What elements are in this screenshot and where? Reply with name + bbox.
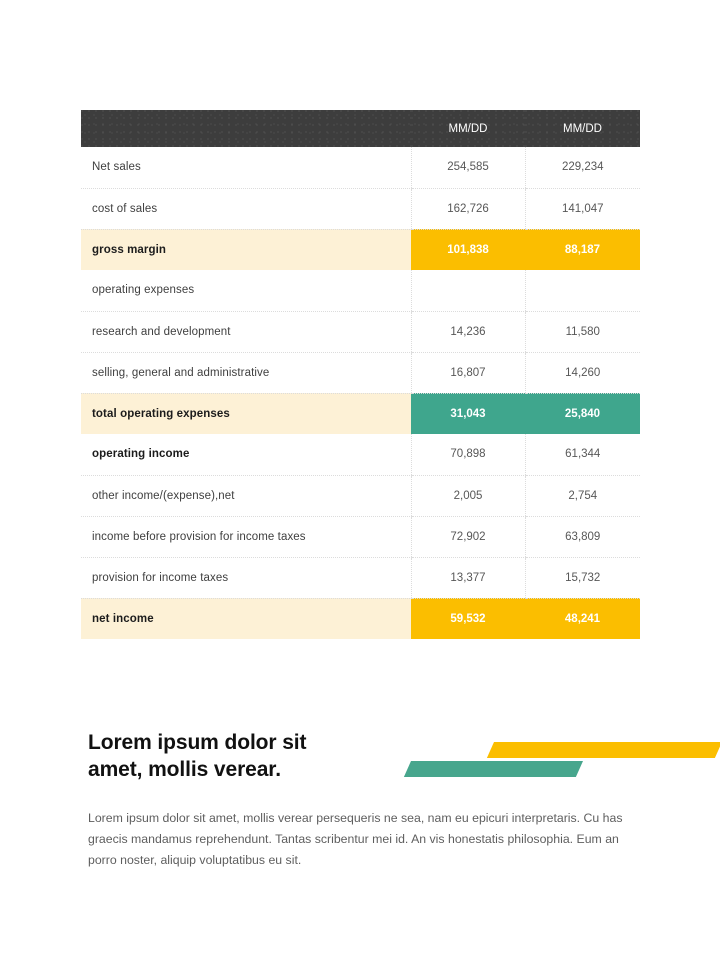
table-row bbox=[81, 352, 640, 393]
column-header-period-1: MM/DD bbox=[411, 110, 525, 147]
table-row bbox=[81, 434, 640, 475]
row-label: Net sales bbox=[81, 147, 411, 188]
headline-line-1: Lorem ipsum dolor sit bbox=[88, 731, 307, 754]
table-row bbox=[81, 516, 640, 557]
row-value-period-1: 162,726 bbox=[411, 188, 525, 229]
row-label: net income bbox=[81, 598, 411, 639]
row-value-period-2: 63,809 bbox=[525, 516, 640, 557]
row-label: cost of sales bbox=[81, 188, 411, 229]
row-value-period-2: 48,241 bbox=[525, 598, 640, 639]
table-header-row bbox=[81, 110, 640, 147]
row-value-period-2: 25,840 bbox=[525, 393, 640, 434]
page-title bbox=[88, 730, 408, 784]
row-value-period-1: 31,043 bbox=[411, 393, 525, 434]
row-value-period-2 bbox=[525, 270, 640, 311]
row-value-period-2: 2,754 bbox=[525, 475, 640, 516]
table-header bbox=[81, 110, 640, 147]
table-row bbox=[81, 475, 640, 516]
row-value-period-1: 254,585 bbox=[411, 147, 525, 188]
row-value-period-1: 59,532 bbox=[411, 598, 525, 639]
row-value-period-1: 14,236 bbox=[411, 311, 525, 352]
row-value-period-1: 2,005 bbox=[411, 475, 525, 516]
body-paragraph: Lorem ipsum dolor sit amet, mollis verear persequeris ne sea, nam eu epicuri interpretaris. Cu has graecis mandamus reprehendunt. Tantas scribentur mei id. An vis honestatis philosophia. Eum an porro noster, aliquip voluptatibus eu sit. bbox=[88, 811, 623, 868]
row-label: selling, general and administrative bbox=[81, 352, 411, 393]
row-value-period-1: 101,838 bbox=[411, 229, 525, 270]
table-row bbox=[81, 598, 640, 639]
table-row bbox=[81, 557, 640, 598]
row-value-period-2: 15,732 bbox=[525, 557, 640, 598]
row-label: research and development bbox=[81, 311, 411, 352]
row-label: operating expenses bbox=[81, 270, 411, 311]
table-row bbox=[81, 311, 640, 352]
table-row bbox=[81, 188, 640, 229]
row-value-period-1 bbox=[411, 270, 525, 311]
financial-statement-table bbox=[81, 110, 640, 639]
row-value-period-2: 141,047 bbox=[525, 188, 640, 229]
headline-line-2: amet, mollis verear. bbox=[88, 757, 281, 781]
row-label: operating income bbox=[81, 434, 411, 475]
row-value-period-2: 11,580 bbox=[525, 311, 640, 352]
table-row bbox=[81, 270, 640, 311]
row-value-period-1: 13,377 bbox=[411, 557, 525, 598]
row-label: total operating expenses bbox=[81, 393, 411, 434]
row-value-period-2: 61,344 bbox=[525, 434, 640, 475]
column-header-period-2: MM/DD bbox=[525, 110, 640, 147]
row-value-period-1: 70,898 bbox=[411, 434, 525, 475]
decorative-green-bar bbox=[404, 761, 583, 777]
table-row bbox=[81, 229, 640, 270]
row-label: income before provision for income taxes bbox=[81, 516, 411, 557]
row-value-period-1: 16,807 bbox=[411, 352, 525, 393]
row-label: other income/(expense),net bbox=[81, 475, 411, 516]
decorative-yellow-bar bbox=[487, 742, 720, 758]
table-row bbox=[81, 393, 640, 434]
row-label: gross margin bbox=[81, 229, 411, 270]
row-value-period-2: 88,187 bbox=[525, 229, 640, 270]
row-value-period-2: 229,234 bbox=[525, 147, 640, 188]
row-label: provision for income taxes bbox=[81, 557, 411, 598]
row-value-period-1: 72,902 bbox=[411, 516, 525, 557]
column-header-label bbox=[81, 110, 411, 147]
table-row bbox=[81, 147, 640, 188]
table-body bbox=[81, 147, 640, 639]
row-value-period-2: 14,260 bbox=[525, 352, 640, 393]
